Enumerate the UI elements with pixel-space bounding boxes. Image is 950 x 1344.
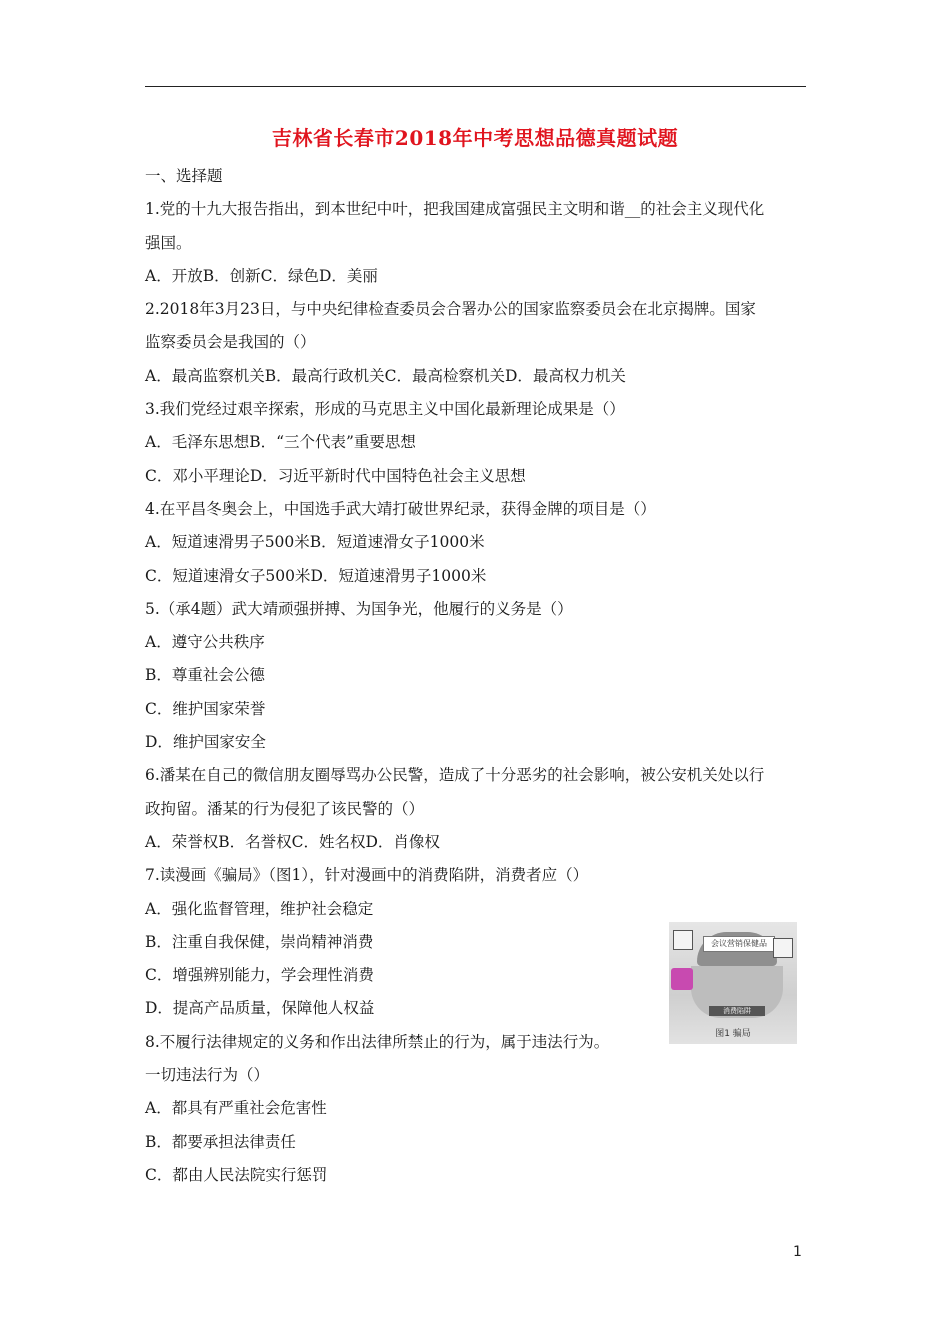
text-line: C．维护国家荣誉 xyxy=(145,699,266,718)
figure-sign-left xyxy=(673,930,693,950)
text-line: 政拘留。潘某的行为侵犯了该民警的（） xyxy=(145,799,425,818)
text-line: D．提高产品质量，保障他人权益 xyxy=(145,999,375,1018)
text-line: 7.读漫画《骗局》（图1），针对漫画中的消费陷阱，消费者应（） xyxy=(145,866,589,885)
text-line: 监察委员会是我国的（） xyxy=(145,333,316,352)
text-line: A．短道速滑男子500米B．短道速滑女子1000米 xyxy=(145,533,485,552)
header-rule xyxy=(145,86,806,87)
text-line: 5.（承4题）武大靖顽强拼搏、为国争光，他履行的义务是（） xyxy=(145,599,573,618)
text-line: A．毛泽东思想B．“三个代表”重要思想 xyxy=(145,433,416,452)
text-line: A．开放B．创新C．绿色D．美丽 xyxy=(145,266,378,285)
text-line: 4.在平昌冬奥会上，中国选手武大靖打破世界纪录，获得金牌的项目是（） xyxy=(145,499,656,518)
text-line: C．增强辨别能力，学会理性消费 xyxy=(145,966,374,985)
text-line: B．都要承担法律责任 xyxy=(145,1132,296,1151)
text-line: C．短道速滑女子500米D．短道速滑男子1000米 xyxy=(145,566,487,585)
text-line: 一切违法行为（） xyxy=(145,1066,270,1085)
figure-banner: 会议营销保健品 xyxy=(703,936,775,952)
cartoon-figure xyxy=(669,922,797,1044)
figure-pink-sign xyxy=(671,968,693,990)
text-line: A．荣誉权B．名誉权C．姓名权D．肖像权 xyxy=(145,832,440,851)
text-line: B．注重自我保健，崇尚精神消费 xyxy=(145,932,374,951)
text-line: 2.2018年3月23日，与中央纪律检查委员会合署办公的国家监察委员会在北京揭牌。国家 xyxy=(145,300,756,319)
text-line: 强国。 xyxy=(145,233,192,252)
page-number: 1 xyxy=(793,1244,802,1260)
figure-caption: 图1 骗局 xyxy=(715,1029,751,1039)
text-line: 1.党的十九大报告指出，到本世纪中叶，把我国建成富强民主文明和谐__的社会主义现代化 xyxy=(145,200,765,219)
text-line: C．邓小平理论D．习近平新时代中国特色社会主义思想 xyxy=(145,466,526,485)
document-title: 吉林省长春市2018年中考思想品德真题试题 xyxy=(271,126,679,150)
text-line: D．维护国家安全 xyxy=(145,733,266,752)
text-line: A．强化监督管理，维护社会稳定 xyxy=(145,899,374,918)
figure-sign-right xyxy=(773,938,793,958)
text-line: C．都由人民法院实行惩罚 xyxy=(145,1165,328,1184)
text-line: 6.潘某在自己的微信朋友圈辱骂办公民警，造成了十分恶劣的社会影响，被公安机关处以行 xyxy=(145,766,765,785)
text-line: B．尊重社会公德 xyxy=(145,666,265,685)
text-line: A．都具有严重社会危害性 xyxy=(145,1099,327,1118)
figure-base-label: 消费陷阱 xyxy=(709,1006,765,1016)
text-line: 一、选择题 xyxy=(145,167,223,185)
text-line: 3.我们党经过艰辛探索，形成的马克思主义中国化最新理论成果是（） xyxy=(145,400,625,419)
text-line: 8.不履行法律规定的义务和作出法律所禁止的行为，属于违法行为。 xyxy=(145,1032,610,1051)
text-line: A．最高监察机关B．最高行政机关C．最高检察机关D．最高权力机关 xyxy=(145,366,626,385)
text-line: A．遵守公共秩序 xyxy=(145,633,265,652)
